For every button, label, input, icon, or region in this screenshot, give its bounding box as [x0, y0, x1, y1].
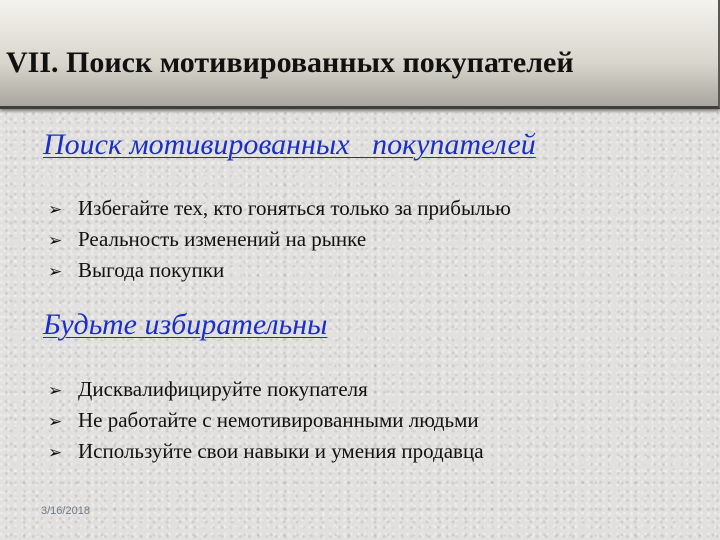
arrow-bullet-icon: ➢	[48, 200, 63, 220]
arrow-bullet-icon: ➢	[48, 443, 63, 463]
footer-date: 3/16/2018	[41, 505, 90, 517]
list-item	[48, 437, 484, 468]
arrow-bullet-icon: ➢	[48, 381, 63, 401]
list-item	[48, 406, 484, 437]
bullet-list-motivated-buyers	[48, 194, 511, 287]
bullet-text: Используйте свои навыки и умения продавца	[78, 439, 484, 463]
bullet-text: Реальность изменений на рынке	[78, 227, 367, 251]
bullet-text: Выгода покупки	[78, 258, 225, 282]
section-heading-be-selective: Будьте избирательны	[43, 308, 328, 341]
arrow-bullet-icon: ➢	[48, 412, 63, 432]
bullet-text: Дисквалифицируйте покупателя	[78, 377, 368, 401]
list-item	[48, 225, 511, 256]
arrow-bullet-icon: ➢	[48, 231, 63, 251]
list-item	[48, 375, 484, 406]
slide-title: VII. Поиск мотивированных покупателей	[6, 46, 574, 79]
list-item	[48, 256, 511, 287]
section-heading-motivated-buyers: Поиск мотивированных покупателей	[43, 128, 536, 161]
bullet-text: Не работайте с немотивированными людьми	[78, 408, 479, 432]
bullet-text: Избегайте тех, кто гоняться только за прибылью	[78, 196, 511, 220]
bullet-list-be-selective	[48, 375, 484, 468]
arrow-bullet-icon: ➢	[48, 262, 63, 282]
list-item	[48, 194, 511, 225]
